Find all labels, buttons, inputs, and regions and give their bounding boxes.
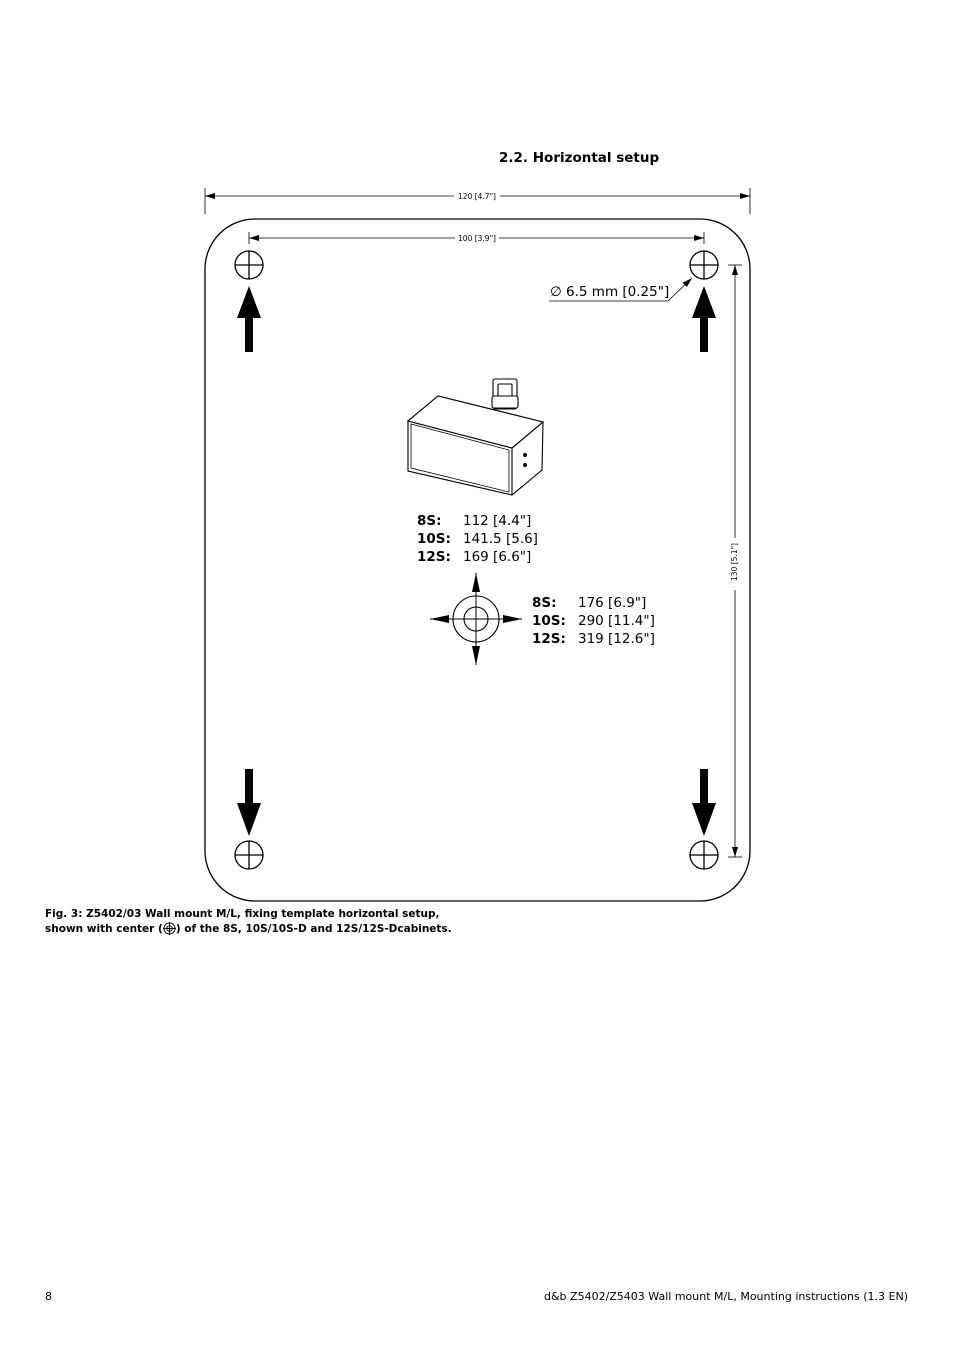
document-title: d&b Z5402/Z5403 Wall mount M/L, Mounting instructions (1.3 EN): [544, 1290, 908, 1303]
fixing-hole-top-right-icon: [690, 251, 718, 279]
upper-row-2-value: 141.5 [5.6]: [463, 531, 538, 547]
center-symbol-icon: [430, 573, 522, 665]
fixing-hole-top-left-icon: [235, 251, 263, 279]
caption-line-2: [45, 922, 452, 937]
cabinet-illustration: [408, 379, 543, 495]
caption-line-2-post: ) of the 8S, 10S/10S-D and 12S/12S-Dcabinets.: [175, 923, 452, 935]
arrow-up-right-icon: [692, 286, 716, 352]
dimension-width-outer: [205, 188, 750, 214]
lower-dimension-table: [532, 595, 655, 647]
dimension-width-inner: [249, 232, 704, 244]
lower-row-2-model: 10S:: [532, 613, 566, 629]
figure-caption: [45, 907, 452, 937]
caption-line-1: Fig. 3: Z5402/03 Wall mount M/L, fixing template horizontal setup,: [45, 908, 440, 920]
arrow-down-right-icon: [692, 769, 716, 836]
upper-row-1-value: 112 [4.4"]: [463, 513, 532, 529]
lower-row-3-value: 319 [12.6"]: [578, 631, 655, 647]
dimension-height: [728, 265, 742, 857]
dim-height-label: 130 [5.1"]: [730, 543, 739, 581]
center-symbol-inline-icon: [163, 922, 176, 935]
lower-row-3-model: 12S:: [532, 631, 566, 647]
section-heading: 2.2. Horizontal setup: [499, 150, 660, 166]
arrow-down-left-icon: [237, 769, 261, 836]
fixing-hole-bottom-left-icon: [235, 841, 263, 869]
caption-line-2-pre: shown with center (: [45, 923, 163, 935]
hole-diameter-label: ∅ 6.5 mm [0.25"]: [550, 284, 670, 300]
upper-dimension-table: [417, 513, 538, 565]
dim-width-inner-label: 100 [3.9"]: [458, 234, 496, 243]
lower-row-1-model: 8S:: [532, 595, 557, 611]
upper-row-2-model: 10S:: [417, 531, 451, 547]
hole-diameter-callout: [549, 278, 692, 301]
lower-row-1-value: 176 [6.9"]: [578, 595, 647, 611]
arrow-up-left-icon: [237, 286, 261, 352]
upper-row-1-model: 8S:: [417, 513, 442, 529]
page-number: 8: [45, 1290, 52, 1303]
upper-row-3-model: 12S:: [417, 549, 451, 565]
fixing-hole-bottom-right-icon: [690, 841, 718, 869]
lower-row-2-value: 290 [11.4"]: [578, 613, 655, 629]
upper-row-3-value: 169 [6.6"]: [463, 549, 532, 565]
dim-width-outer-label: 120 [4.7"]: [458, 192, 496, 201]
